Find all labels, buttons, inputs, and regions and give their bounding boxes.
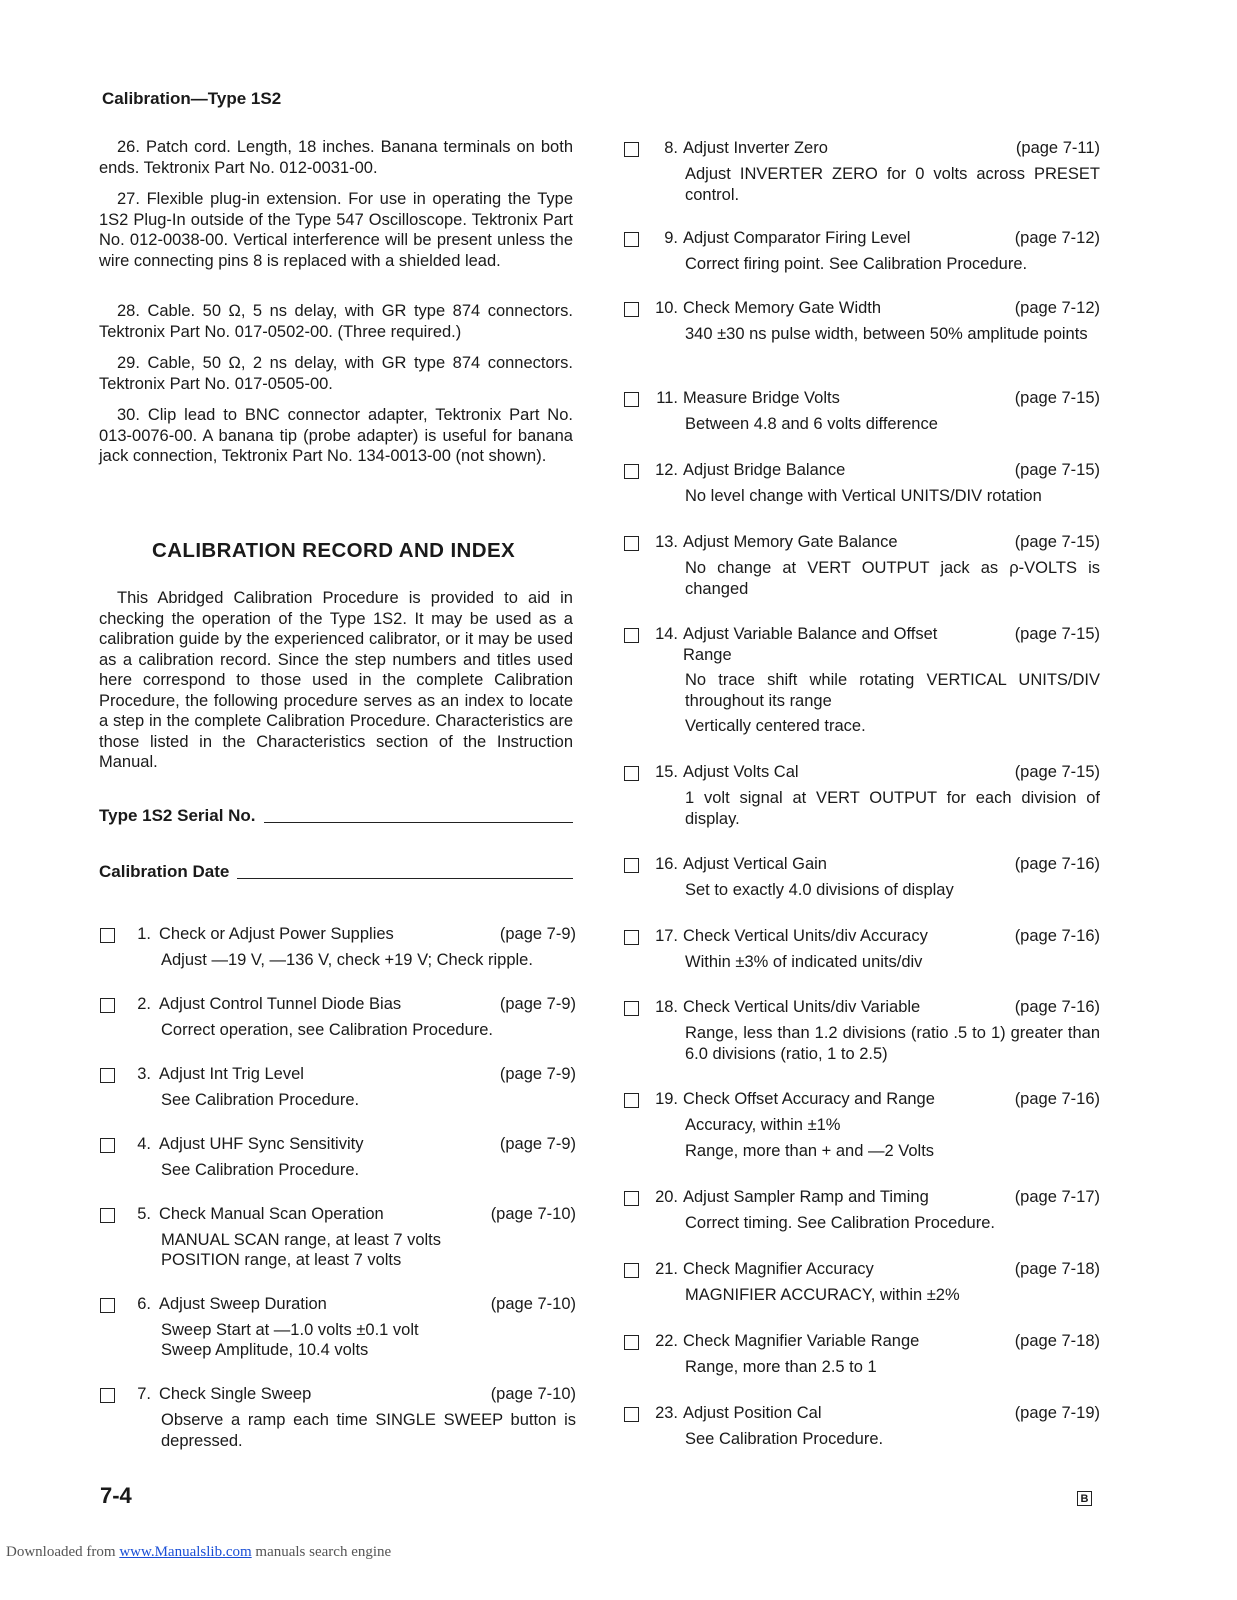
step-detail: POSITION range, at least 7 volts <box>161 1251 402 1269</box>
checkbox[interactable] <box>100 1388 115 1403</box>
step-detail: No trace shift while rotating VERTICAL UNITS/DIV throughout its range <box>685 671 1100 710</box>
checklist-step <box>100 1204 576 1270</box>
step-page-ref: (page 7-10) <box>490 1295 576 1313</box>
step-number: 22. <box>655 1332 678 1350</box>
step-number: 18. <box>655 998 678 1016</box>
step-title: Measure Bridge Volts <box>683 389 840 407</box>
step-page-ref: (page 7-15) <box>1014 389 1100 407</box>
step-title: Check Offset Accuracy and Range <box>683 1090 935 1108</box>
step-detail: Range, more than + and —2 Volts <box>685 1142 935 1160</box>
step-detail: See Calibration Procedure. <box>685 1430 884 1448</box>
checkbox[interactable] <box>624 536 639 551</box>
step-page-ref: (page 7-15) <box>1014 763 1100 781</box>
running-head: Calibration—Type 1S2 <box>102 89 282 108</box>
checkbox[interactable] <box>100 1298 115 1313</box>
serial-number-blank[interactable] <box>264 821 573 823</box>
step-title: Adjust Sweep Duration <box>159 1295 327 1313</box>
checklist-step <box>624 298 1100 364</box>
step-page-ref: (page 7-16) <box>1014 1090 1100 1108</box>
checkbox[interactable] <box>624 1191 639 1206</box>
step-detail: Between 4.8 and 6 volts difference <box>685 415 938 433</box>
step-number: 4. <box>137 1135 151 1153</box>
step-detail: Sweep Start at —1.0 volts ±0.1 volt <box>161 1321 419 1339</box>
checklist-step <box>624 1259 1100 1305</box>
checkbox[interactable] <box>624 302 639 317</box>
step-detail: Observe a ramp each time SINGLE SWEEP button is depressed. <box>161 1411 576 1450</box>
manualslib-link[interactable]: www.Manualslib.com <box>119 1544 252 1560</box>
calibration-date-label: Calibration Date <box>99 862 230 881</box>
step-title: Check Vertical Units/div Variable <box>683 998 921 1016</box>
checklist-step <box>624 926 1100 972</box>
parts-list-item: 28. Cable. 50 Ω, 5 ns delay, with GR type 874 connectors. Tektronix Part No. 017-0502-00. (Three required.) <box>99 302 573 341</box>
step-page-ref: (page 7-16) <box>1014 998 1100 1016</box>
checkbox[interactable] <box>624 766 639 781</box>
step-number: 13. <box>655 533 678 551</box>
step-number: 23. <box>655 1404 678 1422</box>
step-number: 10. <box>655 299 678 317</box>
step-page-ref: (page 7-15) <box>1014 625 1100 643</box>
step-page-ref: (page 7-9) <box>499 995 576 1013</box>
step-detail: Vertically centered trace. <box>685 717 866 735</box>
checklist-step <box>100 1064 576 1110</box>
page-number: 7-4 <box>100 1483 132 1508</box>
step-number: 17. <box>655 927 678 945</box>
step-detail: Within ±3% of indicated units/div <box>685 953 923 971</box>
step-title: Adjust Control Tunnel Diode Bias <box>159 995 402 1013</box>
step-page-ref: (page 7-17) <box>1014 1188 1100 1206</box>
step-number: 19. <box>655 1090 678 1108</box>
checklist-step <box>624 854 1100 900</box>
step-detail: Sweep Amplitude, 10.4 volts <box>161 1341 369 1359</box>
intro-paragraph: This Abridged Calibration Procedure is provided to aid in checking the operation of the Type 1S2. It may be used as a calibration guide by the experienced calibrator, or it may be used as a calibration record. Since the step numbers and titles used here correspond to those used in the complete Calibration Procedure, the following procedure serves as an index to locate a step in the complete Calibration Procedure. Characteristics are those listed in the Characteristics section of the Instruction Manual. <box>99 589 573 771</box>
checkbox[interactable] <box>624 232 639 247</box>
checklist-step <box>624 624 1100 738</box>
step-title: Adjust Sampler Ramp and Timing <box>683 1188 929 1206</box>
checkbox[interactable] <box>624 858 639 873</box>
checklist-step <box>624 762 1100 828</box>
section-heading: CALIBRATION RECORD AND INDEX <box>152 539 516 562</box>
serial-number-label: Type 1S2 Serial No. <box>99 806 256 825</box>
step-title: Adjust UHF Sync Sensitivity <box>159 1135 364 1153</box>
step-detail: Set to exactly 4.0 divisions of display <box>685 881 954 899</box>
step-title: Adjust Position Cal <box>683 1404 822 1422</box>
step-number: 2. <box>137 995 151 1013</box>
step-title: Adjust Memory Gate Balance <box>683 533 898 551</box>
parts-list-item: 30. Clip lead to BNC connector adapter, Tektronix Part No. 013-0076-00. A banana tip (probe adapter) is useful for banana jack connection, Tektronix Part No. 134-0013-00 (not shown). <box>99 406 573 465</box>
step-detail: Correct firing point. See Calibration Procedure. <box>685 255 1028 273</box>
step-detail: Correct timing. See Calibration Procedure. <box>685 1214 995 1232</box>
step-detail: No change at VERT OUTPUT jack as ρ-VOLTS is changed <box>685 559 1100 598</box>
step-number: 6. <box>137 1295 151 1313</box>
step-title: Adjust Comparator Firing Level <box>683 229 911 247</box>
step-page-ref: (page 7-18) <box>1014 1332 1100 1350</box>
checkbox[interactable] <box>624 392 639 407</box>
step-detail: See Calibration Procedure. <box>161 1091 360 1109</box>
checkbox[interactable] <box>624 1001 639 1016</box>
checkbox[interactable] <box>624 930 639 945</box>
step-page-ref: (page 7-19) <box>1014 1404 1100 1422</box>
download-footer <box>6 1544 391 1561</box>
step-number: 11. <box>656 389 678 407</box>
step-number: 3. <box>137 1065 151 1083</box>
calibration-date-field[interactable] <box>99 862 573 882</box>
step-detail: MAGNIFIER ACCURACY, within ±2% <box>685 1286 960 1304</box>
step-detail: Correct operation, see Calibration Procedure. <box>161 1021 494 1039</box>
step-number: 1. <box>137 925 151 943</box>
checklist-step <box>624 1187 1100 1233</box>
step-detail: 340 ±30 ns pulse width, between 50% amplitude points <box>685 325 1088 343</box>
step-page-ref: (page 7-16) <box>1014 927 1100 945</box>
step-page-ref: (page 7-9) <box>499 1135 576 1153</box>
checklist-step <box>624 1089 1100 1161</box>
step-title: Check or Adjust Power Supplies <box>159 925 394 943</box>
checkbox[interactable] <box>624 1407 639 1422</box>
step-number: 7. <box>137 1385 151 1403</box>
checklist-step <box>624 1403 1100 1449</box>
step-detail: No level change with Vertical UNITS/DIV rotation <box>685 487 1042 505</box>
checkbox[interactable] <box>624 1093 639 1108</box>
step-number: 14. <box>655 625 678 643</box>
step-detail: 1 volt signal at VERT OUTPUT for each division of display. <box>685 789 1100 828</box>
checklist-step <box>624 1331 1100 1377</box>
checkbox[interactable] <box>100 1138 115 1153</box>
serial-number-field[interactable] <box>99 806 573 826</box>
step-number: 16. <box>655 855 678 873</box>
step-title: Adjust Int Trig Level <box>159 1065 304 1083</box>
step-title: Check Manual Scan Operation <box>159 1205 384 1223</box>
step-title: Adjust Inverter Zero <box>683 139 828 157</box>
checkbox[interactable] <box>624 464 639 479</box>
checkbox[interactable] <box>100 1208 115 1223</box>
checkbox[interactable] <box>624 628 639 643</box>
footer-prefix: Downloaded from <box>6 1544 120 1560</box>
step-title: Check Single Sweep <box>159 1385 312 1403</box>
checkbox[interactable] <box>100 998 115 1013</box>
checklist-step <box>624 228 1100 274</box>
checklist-step <box>624 460 1100 506</box>
parts-list-item: 27. Flexible plug-in extension. For use in operating the Type 1S2 Plug-In outside of the Type 547 Oscilloscope. Tektronix Part No. 012-0038-00. Vertical interference will be present unless the wire connecting pins 8 is replaced with a shielded lead. <box>99 190 573 270</box>
step-number: 20. <box>655 1188 678 1206</box>
checklist-step <box>624 138 1100 204</box>
step-page-ref: (page 7-10) <box>490 1385 576 1403</box>
step-title: Check Magnifier Variable Range <box>683 1332 920 1350</box>
step-title: Adjust Bridge Balance <box>683 461 846 479</box>
step-page-ref: (page 7-9) <box>499 925 576 943</box>
step-page-ref: (page 7-12) <box>1014 299 1100 317</box>
checkbox[interactable] <box>624 1335 639 1350</box>
calibration-date-blank[interactable] <box>237 877 573 879</box>
checklist-step <box>100 994 576 1040</box>
step-page-ref: (page 7-12) <box>1014 229 1100 247</box>
step-detail: MANUAL SCAN range, at least 7 volts <box>161 1231 442 1249</box>
checklist-step <box>624 388 1100 434</box>
parts-list-item: 29. Cable, 50 Ω, 2 ns delay, with GR type 874 connectors. Tektronix Part No. 017-0505-00. <box>99 354 573 393</box>
checklist-step <box>100 1134 576 1180</box>
step-number: 8. <box>664 139 678 157</box>
step-page-ref: (page 7-16) <box>1014 855 1100 873</box>
step-detail: Accuracy, within ±1% <box>685 1116 841 1134</box>
step-page-ref: (page 7-9) <box>499 1065 576 1083</box>
checklist-step <box>100 1384 576 1450</box>
step-title: Adjust Vertical Gain <box>683 855 827 873</box>
footer-suffix: manuals search engine <box>251 1544 392 1560</box>
checklist-step <box>624 532 1100 598</box>
step-number: 21. <box>655 1260 678 1278</box>
step-title: Check Memory Gate Width <box>683 299 882 317</box>
step-title: Adjust Variable Balance and Offset Range <box>683 625 938 664</box>
step-page-ref: (page 7-10) <box>490 1205 576 1223</box>
checkbox[interactable] <box>100 928 115 943</box>
step-number: 5. <box>137 1205 151 1223</box>
checklist-step <box>624 997 1100 1063</box>
step-title: Check Magnifier Accuracy <box>683 1260 874 1278</box>
step-page-ref: (page 7-15) <box>1014 533 1100 551</box>
checkbox[interactable] <box>624 142 639 157</box>
step-number: 15. <box>655 763 678 781</box>
parts-list-item: 26. Patch cord. Length, 18 inches. Banana terminals on both ends. Tektronix Part No. 012-0031-00. <box>99 138 573 177</box>
checklist-step <box>100 924 576 970</box>
step-page-ref: (page 7-15) <box>1014 461 1100 479</box>
revision-badge: B <box>1077 1491 1092 1506</box>
step-detail: Adjust INVERTER ZERO for 0 volts across PRESET control. <box>685 165 1100 204</box>
checkbox[interactable] <box>624 1263 639 1278</box>
step-page-ref: (page 7-18) <box>1014 1260 1100 1278</box>
step-page-ref: (page 7-11) <box>1015 139 1100 157</box>
step-title: Check Vertical Units/div Accuracy <box>683 927 928 945</box>
step-detail: Range, less than 1.2 divisions (ratio .5 to 1) greater than 6.0 divisions (ratio, 1 to 2.5) <box>685 1024 1100 1063</box>
checklist-step <box>100 1294 576 1360</box>
checkbox[interactable] <box>100 1068 115 1083</box>
step-title: Adjust Volts Cal <box>683 763 799 781</box>
step-number: 12. <box>655 461 678 479</box>
step-detail: Adjust —19 V, —136 V, check +19 V; Check ripple. <box>161 951 533 969</box>
step-detail: Range, more than 2.5 to 1 <box>685 1358 877 1376</box>
step-number: 9. <box>664 229 678 247</box>
step-detail: See Calibration Procedure. <box>161 1161 360 1179</box>
